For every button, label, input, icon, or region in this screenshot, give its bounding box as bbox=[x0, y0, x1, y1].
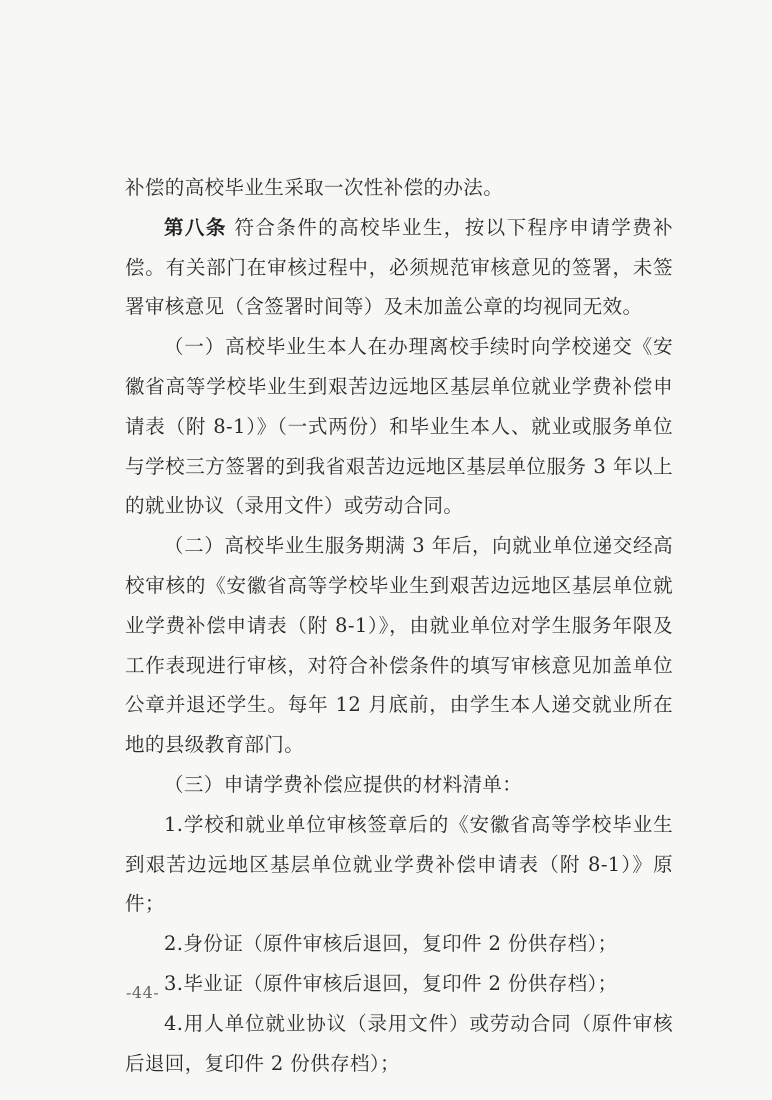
paragraph-item-2 bbox=[125, 526, 673, 765]
paragraph-text: （三）申请学费补偿应提供的材料清单： bbox=[164, 772, 523, 796]
paragraph-text: 2.身份证（原件审核后退回，复印件 2 份供存档）； bbox=[164, 932, 618, 956]
paragraph-text: 1.学校和就业单位审核签章后的《安徽省高等学校毕业生到艰苦边远地区基层单位就业学费补偿申请表（附 8-1）》原件； bbox=[125, 812, 673, 916]
paragraph-item-1 bbox=[125, 327, 673, 526]
page-number: -44- bbox=[126, 983, 160, 1002]
article-number: 第八条 bbox=[164, 215, 227, 239]
list-item-1 bbox=[125, 805, 673, 924]
paragraph-text: （一）高校毕业生本人在办理离校手续时向学校递交《安徽省高等学校毕业生到艰苦边远地区基层单位就业学费补偿申请表（附 8-1）》（一式两份）和毕业生本人、就业或服务单位与学校三方签署的到我省艰苦边远地区基层单位服务 3 年以上的就业协议（录用文件）或劳动合同。 bbox=[125, 335, 673, 518]
paragraph-text: 3.毕业证（原件审核后退回，复印件 2 份供存档）； bbox=[164, 971, 618, 995]
paragraph-text: （二）高校毕业生服务期满 3 年后，向就业单位递交经高校审核的《安徽省高等学校毕业生到艰苦边远地区基层单位就业学费补偿申请表（附 8-1）》，由就业单位对学生服务年限及工作表现进行审核，对符合补偿条件的填写审核意见加盖单位公章并退还学生。每年 12 月底前，由学生本人递交就业所在地的县级教育部门。 bbox=[125, 534, 673, 757]
paragraph-continuation bbox=[125, 168, 673, 208]
paragraph-text: 符合条件的高校毕业生，按以下程序申请学费补偿。有关部门在审核过程中，必须规范审核意见的签署，未签署审核意见（含签署时间等）及未加盖公章的均视同无效。 bbox=[125, 215, 674, 319]
list-item-2 bbox=[125, 924, 673, 964]
paragraph-article-8 bbox=[125, 208, 673, 327]
paragraph-text: 补偿的高校毕业生采取一次性补偿的办法。 bbox=[125, 176, 504, 199]
document-body bbox=[125, 168, 673, 1083]
list-item-4 bbox=[125, 1004, 673, 1084]
paragraph-text: 4.用人单位就业协议（录用文件）或劳动合同（原件审核后退回，复印件 2 份供存档）； bbox=[125, 1011, 673, 1075]
paragraph-item-3 bbox=[125, 765, 673, 805]
list-item-3 bbox=[125, 964, 673, 1004]
